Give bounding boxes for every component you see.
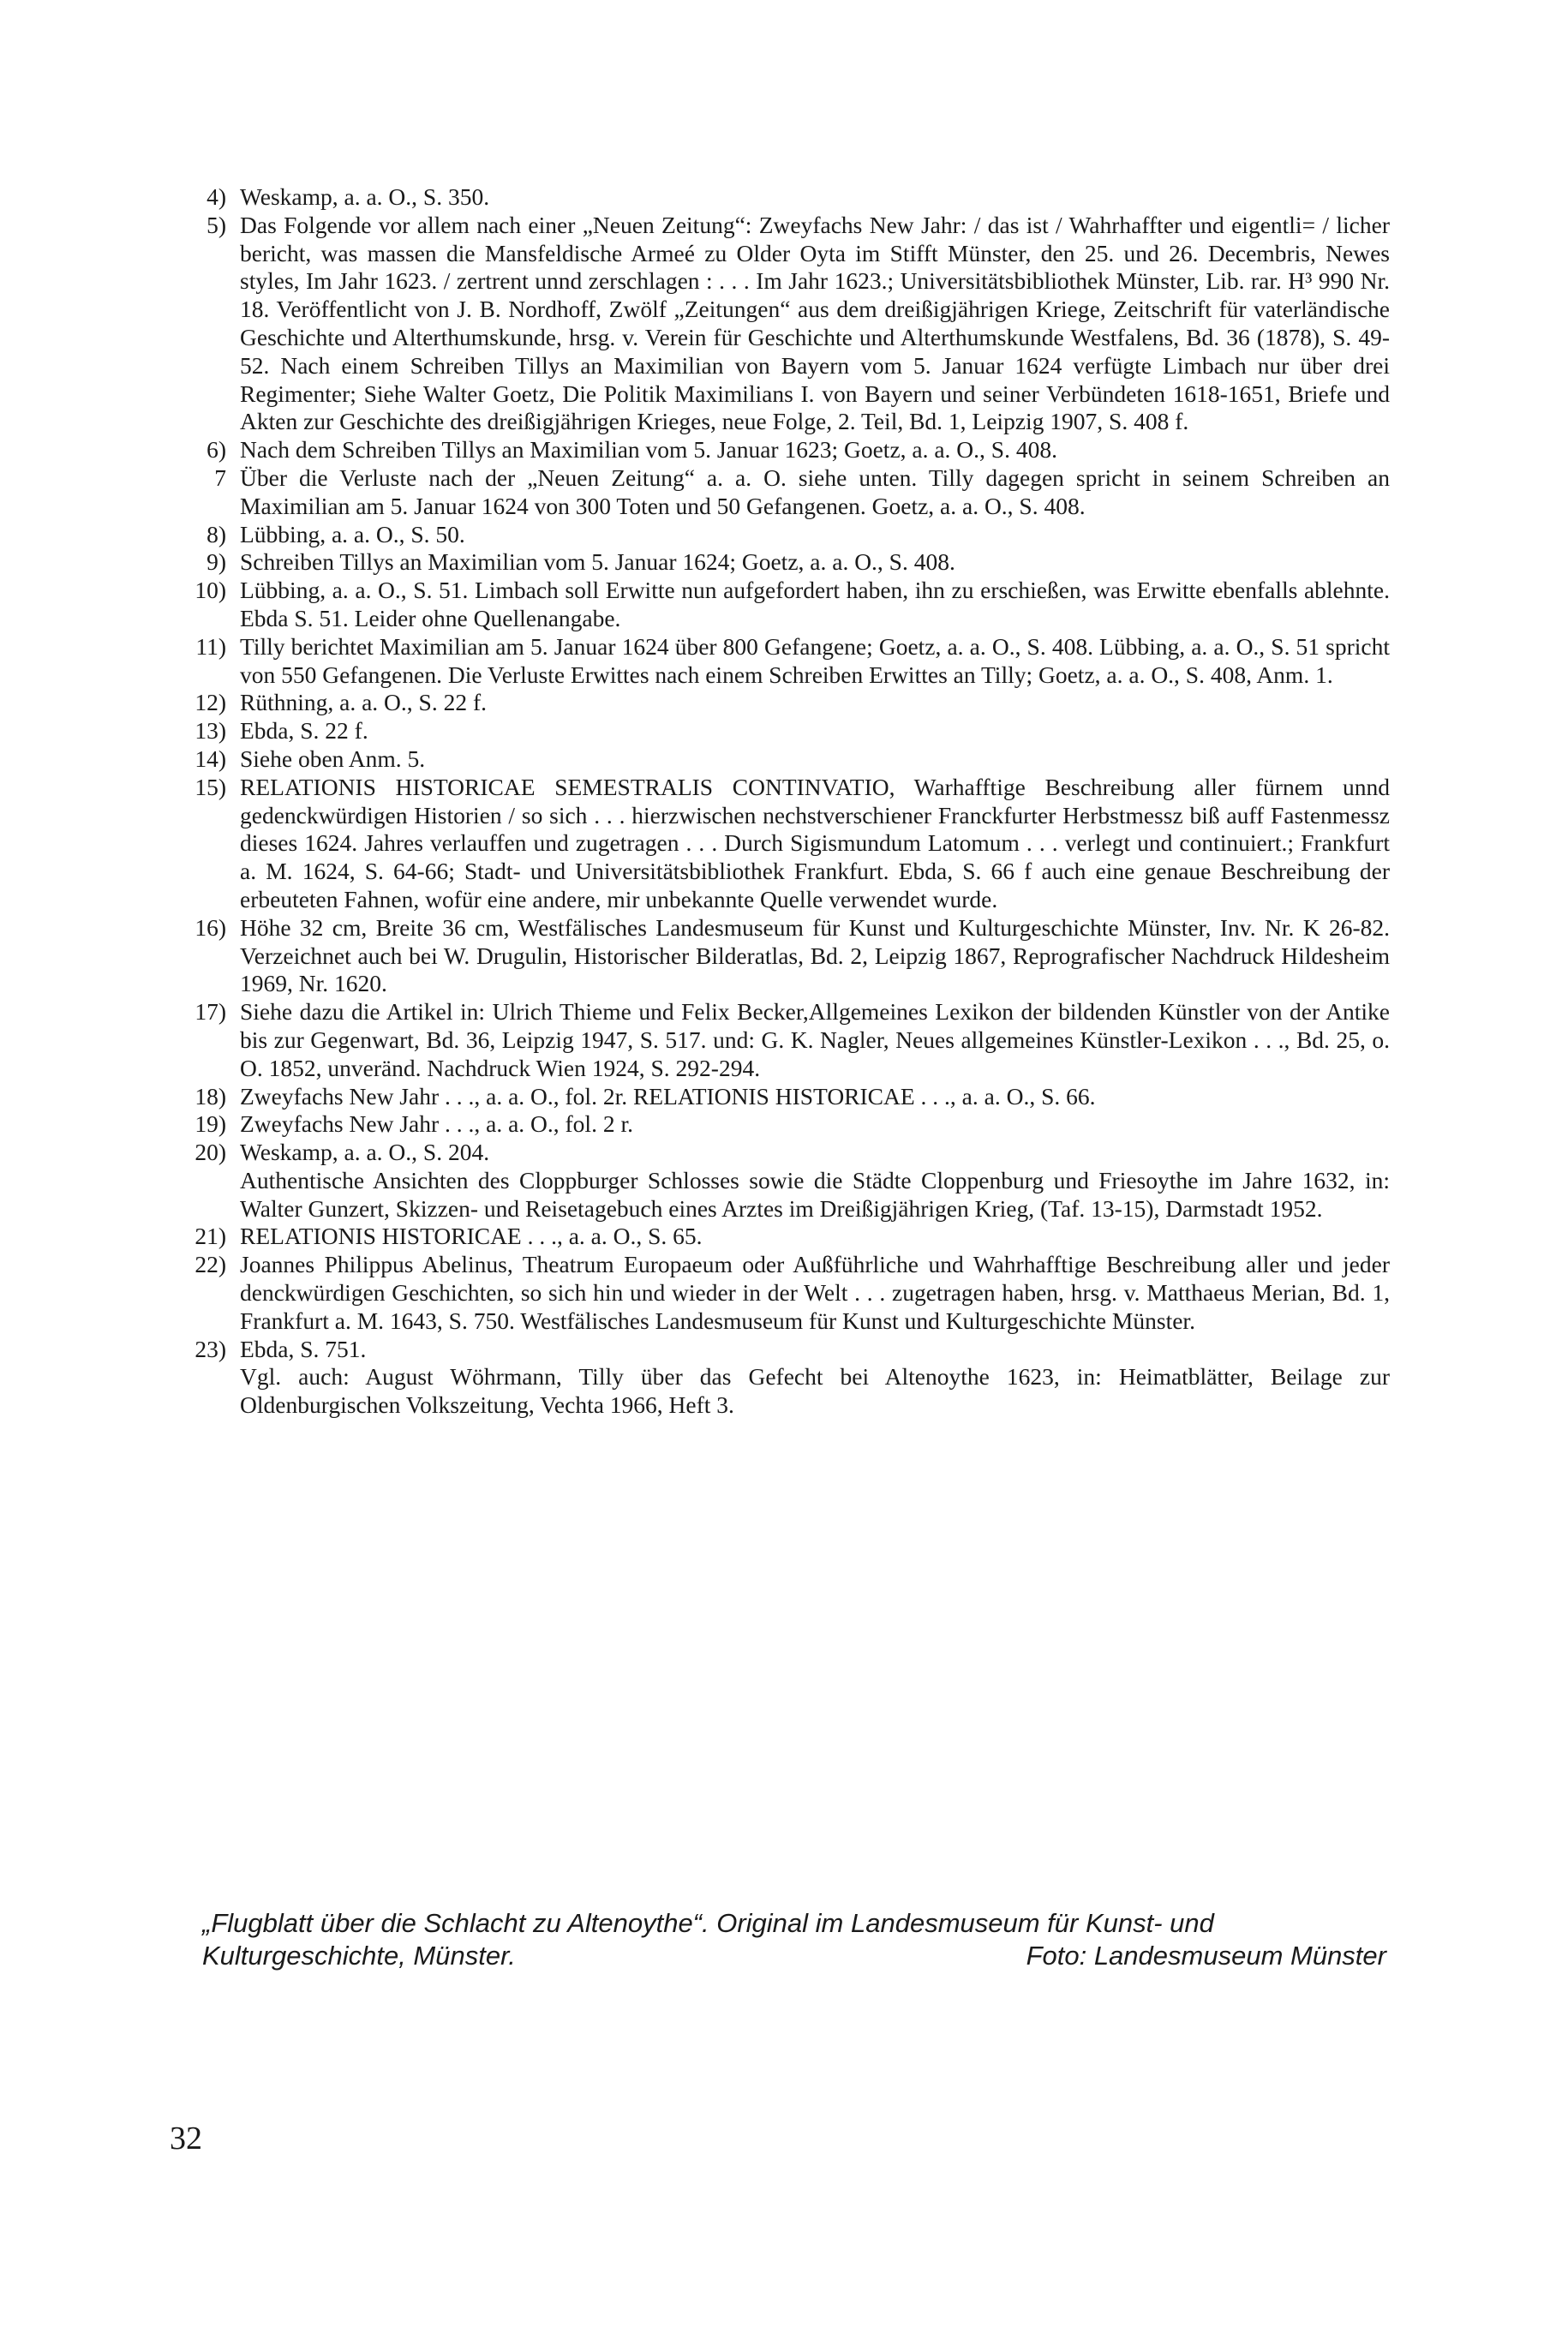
- footnote-text: Weskamp, a. a. O., S. 204.: [240, 1139, 490, 1166]
- footnote: [190, 1139, 1390, 1223]
- footnote-body: [240, 689, 1390, 717]
- footnote-number: 6): [206, 436, 226, 464]
- footnote-body: [240, 464, 1390, 521]
- footnote-text: Höhe 32 cm, Breite 36 cm, Westfälisches Landesmuseum für Kunst und Kulturgeschichte Münster, Inv. Nr. K 26-82. Verzeichnet auch bei W. Drugulin, Historischer Bilderatlas, Bd. 2, Leipzig 1867, Reprografischer Nachdruck Hildesheim 1969, Nr. 1620.: [240, 913, 1390, 997]
- caption-source: Kulturgeschichte, Münster.: [202, 1941, 516, 1971]
- footnote-text: Zweyfachs New Jahr . . ., a. a. O., fol. 2 r.: [240, 1110, 633, 1138]
- footnote-text: Zweyfachs New Jahr . . ., a. a. O., fol. 2r. RELATIONIS HISTORICAE . . ., a. a. O., S. 66.: [240, 1082, 1096, 1110]
- footnote-body: [240, 183, 1390, 212]
- caption-line-2: [202, 1940, 1386, 1972]
- footnote: [190, 633, 1390, 690]
- footnote-number: 16): [195, 913, 226, 941]
- footnote: [190, 1223, 1390, 1251]
- footnote-body: [240, 212, 1390, 436]
- footnote-text: Authentische Ansichten des Cloppburger Schlosses sowie die Städte Cloppenburg und Friesoythe im Jahre 1632, in: Walter Gunzert, Skizzen- und Reisetagebuch eines Arztes im Dreißigjährigen Krieg, (Taf. 13-15), Darmstadt 1952.: [240, 1166, 1390, 1222]
- footnote-number: 19): [195, 1110, 226, 1138]
- footnote-number: 18): [195, 1082, 226, 1110]
- footnote-body: [240, 1336, 1390, 1420]
- footnote: [190, 1083, 1390, 1111]
- footnote-body: [240, 1083, 1390, 1111]
- footnote-number: 12): [195, 689, 226, 716]
- footnote-body: [240, 577, 1390, 633]
- footnote: [190, 998, 1390, 1082]
- footnote-number: 21): [195, 1223, 226, 1250]
- footnote-number: 8): [206, 520, 226, 547]
- footnote-text: Das Folgende vor allem nach einer „Neuen Zeitung“: Zweyfachs New Jahr: / das ist / Wahrhaffter und eigentli= / licher bericht, was massen die Mansfeldische Armeé zu Older Oyta im Stifft Münster, den 25. und 26. Decembris, Newes styles, Im Jahr 1623. / zertrent unnd zerschlagen : . . . Im Jahr 1623.; Universitätsbibliothek Münster, Lib. rar. H³ 990 Nr. 18. Veröffentlicht von J. B. Nordhoff, Zwölf „Zeitungen“ aus dem dreißigjährigen Kriege, Zeitschrift für vaterländische Geschichte und Alterthumskunde, hrsg. v. Verein für Geschichte und Alterthumskunde Westfalens, Bd. 36 (1878), S. 49-52. Nach einem Schreiben Tillys an Maximilian von Bayern vom 5. Januar 1624 verfügte Limbach nur über drei Regimenter; Siehe Walter Goetz, Die Politik Maximilians I. von Bayern und seiner Verbündeten 1618-1651, Briefe und Akten zur Geschichte des dreißigjährigen Krieges, neue Folge, 2. Teil, Bd. 1, Leipzig 1907, S. 408 f.: [240, 211, 1390, 435]
- footnote: [190, 689, 1390, 717]
- caption-photo-credit: Foto: Landesmuseum Münster: [1026, 1941, 1386, 1971]
- footnote-text: Ebda, S. 751.: [240, 1335, 367, 1362]
- footnote: [190, 436, 1390, 464]
- footnote-body: [240, 1139, 1390, 1223]
- footnote-number: 14): [195, 745, 226, 772]
- footnote-number: 20): [195, 1139, 226, 1166]
- footnote: [190, 1336, 1390, 1420]
- footnote: [190, 1251, 1390, 1335]
- footnote-body: [240, 521, 1390, 549]
- footnote-text: Tilly berichtet Maximilian am 5. Januar 1624 über 800 Gefangene; Goetz, a. a. O., S. 408. Lübbing, a. a. O., S. 51 spricht von 550 Gefangenen. Die Verluste Erwittes nach einem Schreiben Erwittes an Tilly; Goetz, a. a. O., S. 408, Anm. 1.: [240, 632, 1390, 688]
- footnote-body: [240, 1110, 1390, 1139]
- footnote-body: [240, 998, 1390, 1082]
- footnote-body: [240, 1251, 1390, 1335]
- footnote-body: [240, 774, 1390, 914]
- caption-text: „Flugblatt über die Schlacht zu Altenoythe“. Original im Landesmuseum für Kunst- und: [202, 1908, 1214, 1938]
- footnote-text: Lübbing, a. a. O., S. 51. Limbach soll Erwitte nun aufgefordert haben, ihn zu erschießen, was Erwitte ebenfalls ablehnte. Ebda S. 51. Leider ohne Quellenangabe.: [240, 577, 1390, 631]
- footnote: [190, 1110, 1390, 1139]
- footnote-number: 4): [206, 183, 226, 210]
- footnote-text: Weskamp, a. a. O., S. 350.: [240, 183, 490, 210]
- footnote: [190, 548, 1390, 577]
- footnote: [190, 183, 1390, 212]
- footnote-number: 9): [206, 548, 226, 576]
- footnote-body: [240, 1223, 1390, 1251]
- footnote-number: 13): [195, 717, 226, 745]
- footnote-text: Über die Verluste nach der „Neuen Zeitung“ a. a. O. siehe unten. Tilly dagegen spricht in seinem Schreiben an Maximilian am 5. Januar 1624 von 300 Toten und 50 Gefangenen. Goetz, a. a. O., S. 408.: [240, 464, 1390, 519]
- footnote: [190, 717, 1390, 745]
- footnote-text: RELATIONIS HISTORICAE SEMESTRALIS CONTINVATIO, Warhafftige Beschreibung aller fürnem unnd gedenckwürdigen Historien / so sich . . . hierzwischen nechstverschiener Franckfurter Herbstmessz biß auff Fastenmessz dieses 1624. Jahres verlauffen und zugetragen . . . Durch Sigismundum Latomum . . . verlegt und continuiert.; Frankfurt a. M. 1624, S. 64-66; Stadt- und Universitätsbibliothek Frankfurt. Ebda, S. 66 f auch eine genaue Beschreibung der erbeuteten Fahnen, wofür eine andere, mir unbekannte Quelle verwendet wurde.: [240, 773, 1390, 912]
- caption-line-1: [202, 1907, 1386, 1940]
- footnote-text: RELATIONIS HISTORICAE . . ., a. a. O., S. 65.: [240, 1223, 703, 1250]
- footnote-body: [240, 436, 1390, 464]
- footnote-text: Siehe oben Anm. 5.: [240, 745, 426, 772]
- footnote: [190, 577, 1390, 633]
- footnote-text: Lübbing, a. a. O., S. 50.: [240, 520, 465, 547]
- footnote-text: Vgl. auch: August Wöhrmann, Tilly über das Gefecht bei Altenoythe 1623, in: Heimatblätter, Beilage zur Oldenburgischen Volkszeitung, Vechta 1966, Heft 3.: [240, 1363, 1390, 1419]
- footnote-number: 5): [206, 211, 226, 238]
- footnote-number: 17): [195, 998, 226, 1026]
- page-number: 32: [170, 2121, 202, 2157]
- footnote-number: 23): [195, 1335, 226, 1362]
- footnote-number: 11): [195, 632, 226, 660]
- footnote: [190, 914, 1390, 998]
- footnote-number: 7: [214, 464, 226, 491]
- footnote-body: [240, 717, 1390, 745]
- footnote-text: Ebda, S. 22 f.: [240, 717, 368, 745]
- footnote-body: [240, 914, 1390, 998]
- footnote-text: Rüthning, a. a. O., S. 22 f.: [240, 689, 487, 716]
- footnote-number: 22): [195, 1251, 226, 1278]
- footnotes-list: [190, 183, 1390, 1420]
- footnote: [190, 774, 1390, 914]
- footnote: [190, 464, 1390, 521]
- footnote: [190, 212, 1390, 436]
- figure-caption: [202, 1907, 1386, 1972]
- footnote: [190, 521, 1390, 549]
- footnote-text: Nach dem Schreiben Tillys an Maximilian vom 5. Januar 1623; Goetz, a. a. O., S. 408.: [240, 436, 1057, 464]
- footnote-number: 15): [195, 773, 226, 800]
- footnote-body: [240, 548, 1390, 577]
- footnote-body: [240, 745, 1390, 774]
- footnote-text: Schreiben Tillys an Maximilian vom 5. Januar 1624; Goetz, a. a. O., S. 408.: [240, 548, 955, 576]
- footnote: [190, 745, 1390, 774]
- footnote-text: Siehe dazu die Artikel in: Ulrich Thieme und Felix Becker,Allgemeines Lexikon der bildenden Künstler von der Antike bis zur Gegenwart, Bd. 36, Leipzig 1947, S. 517. und: G. K. Nagler, Neues allgemeines Künstler-Lexikon . . ., Bd. 25, o. O. 1852, unveränd. Nachdruck Wien 1924, S. 292-294.: [240, 998, 1390, 1081]
- footnote-number: 10): [195, 577, 226, 604]
- footnote-body: [240, 633, 1390, 690]
- footnote-text: Joannes Philippus Abelinus, Theatrum Europaeum oder Außführliche und Wahrhafftige Beschreibung aller und jeder denckwürdigen Geschichten, so sich hin und wieder in der Welt . . . zugetragen haben, hrsg. v. Matthaeus Merian, Bd. 1, Frankfurt a. M. 1643, S. 750. Westfälisches Landesmuseum für Kunst und Kulturgeschichte Münster.: [240, 1251, 1390, 1334]
